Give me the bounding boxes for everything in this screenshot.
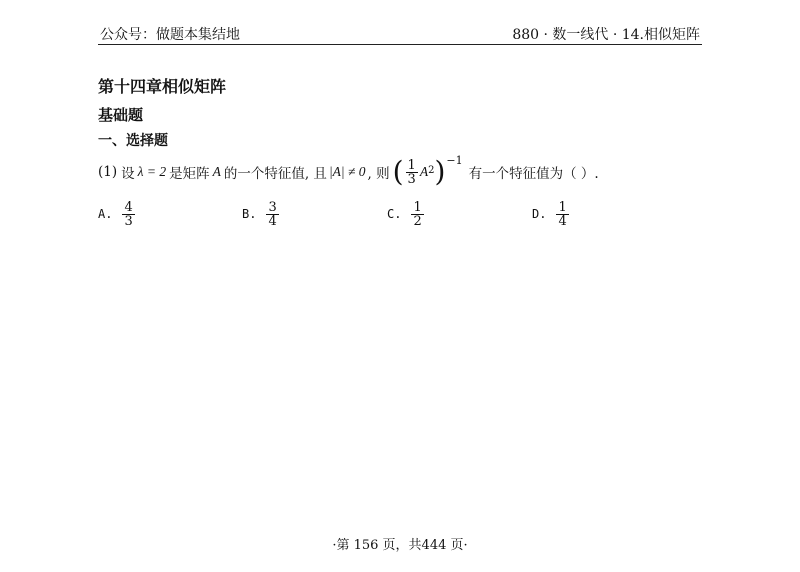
inner-matrix-variable: A [419, 164, 429, 179]
fraction-denominator: 3 [407, 171, 416, 187]
matrix-variable: A [212, 164, 221, 179]
option-denominator: 2 [413, 213, 422, 229]
option-denominator: 4 [558, 213, 567, 229]
inverse-exponent: −1 [446, 153, 463, 167]
question-type-title: 一、选择题 [98, 133, 168, 149]
question-text-mid1: 是矩阵 [169, 166, 210, 182]
fraction-numerator: 1 [407, 157, 416, 173]
right-paren: ) [434, 155, 446, 188]
option-label: D. [532, 207, 547, 221]
option-fraction [556, 201, 568, 228]
option-denominator: 3 [124, 213, 133, 229]
question-text-mid3: , 则 [367, 166, 390, 182]
question-1 [98, 154, 599, 190]
header-source: 公众号：做题本集结地 [100, 27, 240, 43]
left-paren: ( [392, 155, 404, 188]
option-numerator: 4 [124, 199, 133, 215]
option-a[interactable] [98, 198, 137, 230]
option-label: A. [98, 207, 113, 221]
page-footer: ·第 156 页，共444 页· [332, 538, 468, 553]
option-numerator: 3 [268, 199, 277, 215]
option-numerator: 1 [413, 199, 422, 215]
option-c[interactable] [387, 198, 426, 230]
option-fraction [122, 201, 134, 228]
page-header [98, 24, 702, 45]
option-label: C. [387, 207, 402, 221]
lambda-expression: λ = 2 [137, 164, 167, 179]
chapter-title: 第十四章相似矩阵 [98, 77, 227, 96]
option-fraction [266, 201, 278, 228]
determinant-expression: |A| ≠ 0 [328, 164, 366, 179]
question-number: (1) [98, 164, 118, 180]
inner-exponent: 2 [428, 164, 435, 176]
answer-options [98, 198, 698, 230]
one-third-fraction [406, 159, 418, 186]
option-b[interactable] [242, 198, 281, 230]
question-text-after: 有一个特征值为（ ）. [468, 166, 599, 182]
question-text-before: 设 [121, 166, 135, 182]
section-title: 基础题 [98, 106, 144, 124]
option-label: B. [242, 207, 257, 221]
question-text-mid2: 的一个特征值, 且 [223, 166, 327, 182]
option-d[interactable] [532, 198, 571, 230]
option-numerator: 1 [558, 199, 567, 215]
option-denominator: 4 [268, 213, 277, 229]
header-chapter-info: 880 · 数一线代 · 14.相似矩阵 [512, 27, 700, 43]
option-fraction [411, 201, 423, 228]
